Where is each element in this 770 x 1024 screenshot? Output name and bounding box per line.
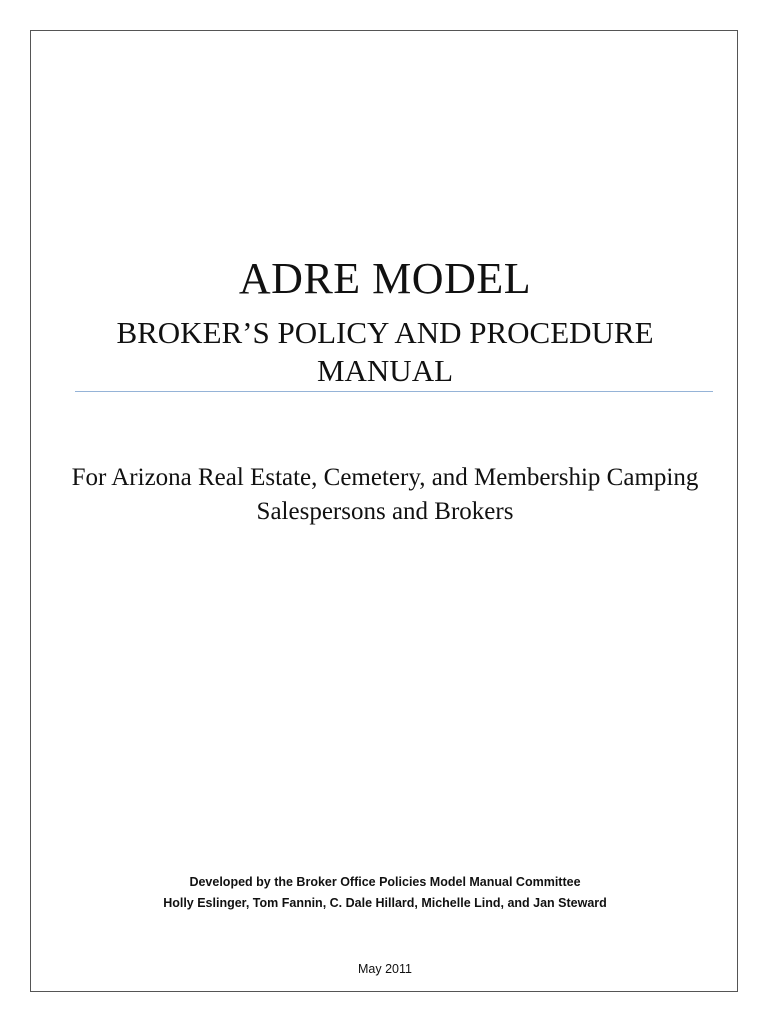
authors-line: Holly Eslinger, Tom Fannin, C. Dale Hillard, Michelle Lind, and Jan Steward [163, 896, 607, 910]
publication-date: May 2011 [358, 962, 412, 976]
credits-block [0, 872, 770, 914]
document-title: ADRE MODEL [238, 254, 532, 303]
title-divider [75, 391, 713, 392]
document-subtitle-title: BROKER’S POLICY AND PROCEDURE MANUAL [116, 315, 654, 388]
committee-line: Developed by the Broker Office Policies Model Manual Committee [189, 875, 581, 889]
document-description: For Arizona Real Estate, Cemetery, and Membership Camping Salespersons and Brokers [71, 464, 699, 525]
